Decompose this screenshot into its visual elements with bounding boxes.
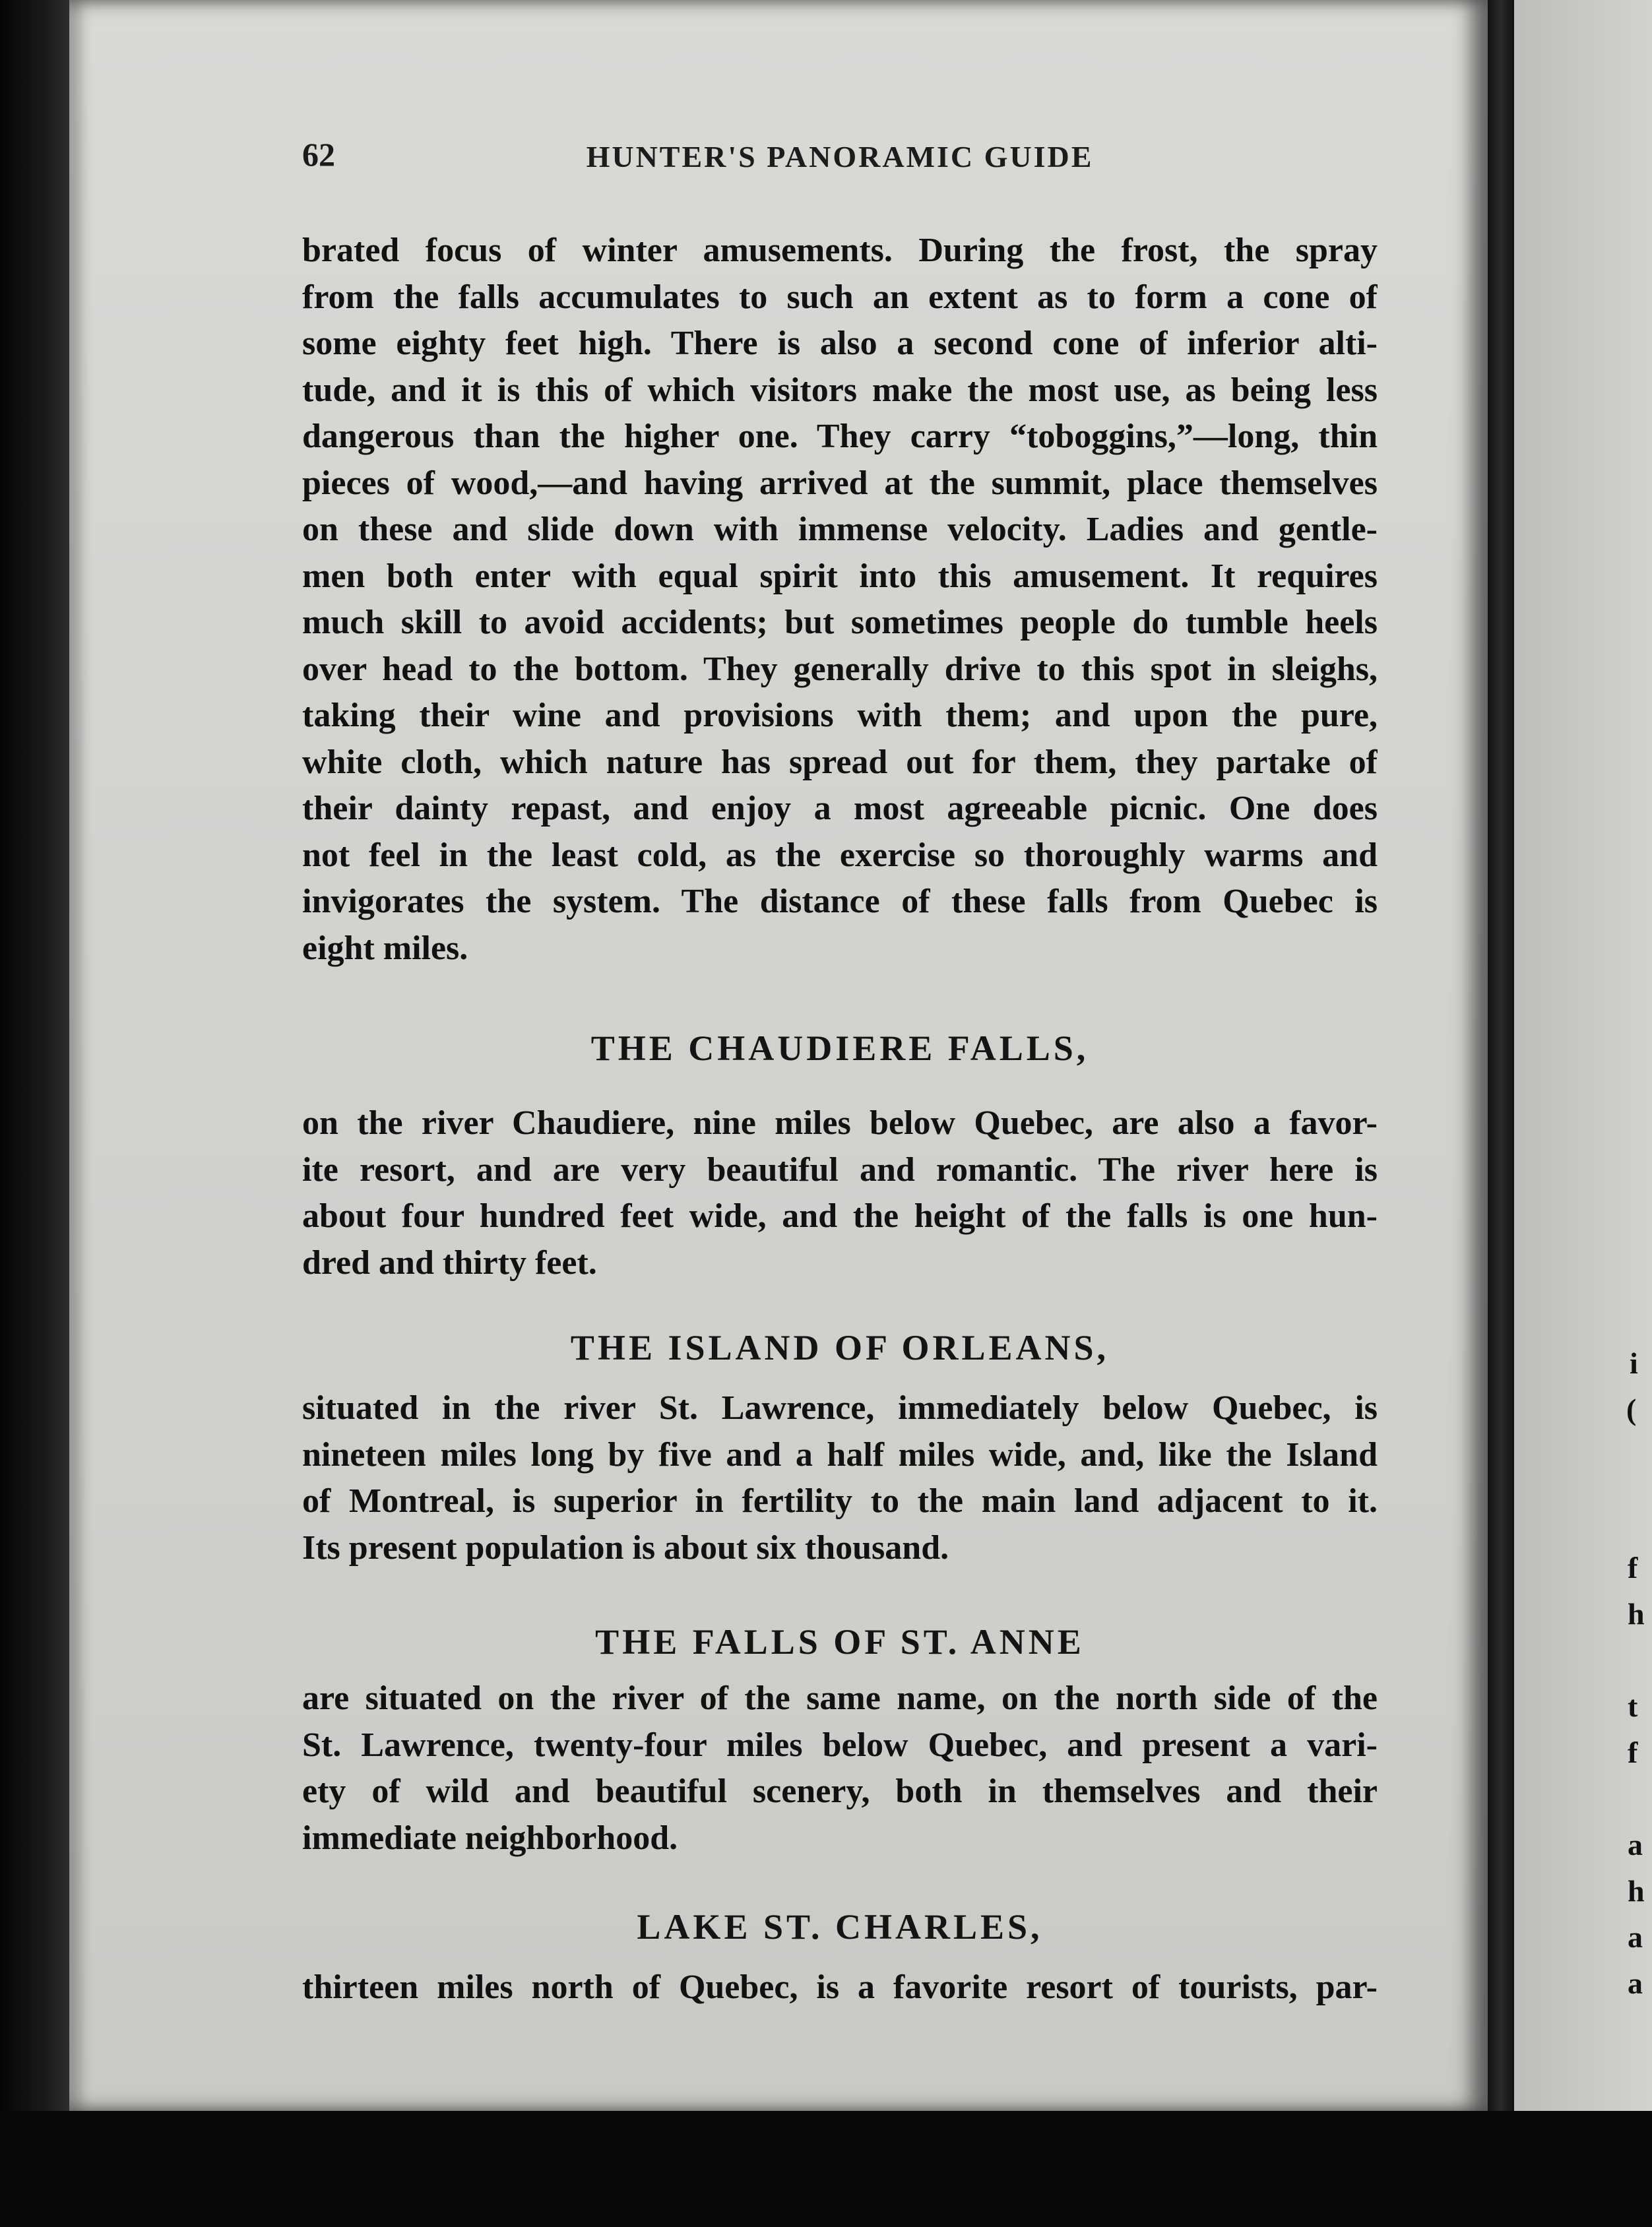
text-line: dred and thirty feet.	[302, 1243, 597, 1282]
text-line: immediate neighborhood.	[302, 1819, 678, 1857]
text-line: some eighty feet high. There is also a second cone of inferior alti-	[302, 325, 1378, 362]
text-line: white cloth, which nature has spread out for them, they partake of	[302, 743, 1378, 781]
text-line: on the river Chaudiere, nine miles below Quebec, are also a favor-	[302, 1104, 1378, 1142]
text-line: invigorates the system. The distance of these falls from Quebec is	[302, 883, 1378, 920]
text-line: St. Lawrence, twenty-four miles below Quebec, and present a vari-	[302, 1726, 1378, 1764]
running-head-title: HUNTER'S PANORAMIC GUIDE	[586, 140, 1094, 173]
text-line: over head to the bottom. They generally drive to this spot in sleighs,	[302, 650, 1378, 688]
facing-page-fragment: f	[1628, 1551, 1638, 1584]
section-heading-lake-st-charles: LAKE ST. CHARLES,	[637, 1907, 1043, 1947]
text-line: ety of wild and beautiful scenery, both in themselves and their	[302, 1772, 1378, 1810]
text-line: men both enter with equal spirit into this amusement. It requires	[302, 557, 1378, 595]
facing-page-fragment: t	[1628, 1689, 1638, 1723]
facing-page-fragment: a	[1628, 1920, 1643, 1954]
facing-page-fragment: a	[1628, 1966, 1643, 2000]
facing-page-edge	[1514, 0, 1652, 2137]
text-line: much skill to avoid accidents; but sometimes people do tumble heels	[302, 604, 1378, 641]
paragraph-montmorency-cone	[302, 228, 1378, 972]
facing-page-fragment: i	[1630, 1346, 1638, 1380]
text-line: taking their wine and provisions with them; and upon the pure,	[302, 697, 1378, 734]
section-heading-chaudiere-falls: THE CHAUDIERE FALLS,	[590, 1028, 1089, 1068]
text-line: are situated on the river of the same name, on the north side of the	[302, 1679, 1378, 1717]
paragraph-chaudiere-falls	[302, 1100, 1378, 1286]
text-line: their dainty repast, and enjoy a most agreeable picnic. One does	[302, 790, 1378, 827]
text-line: of Montreal, is superior in fertility to the main land adjacent to it.	[302, 1482, 1378, 1520]
text-line: brated focus of winter amusements. During the frost, the spray	[302, 232, 1378, 269]
text-line: not feel in the least cold, as the exercise so thoroughly warms and	[302, 836, 1378, 874]
text-line: about four hundred feet wide, and the height of the falls is one hun-	[302, 1197, 1378, 1235]
facing-page-fragment: f	[1628, 1736, 1638, 1769]
text-line: tude, and it is this of which visitors make the most use, as being less	[302, 371, 1378, 409]
paragraph-falls-of-st-anne	[302, 1676, 1378, 1862]
text-line: eight miles.	[302, 929, 468, 967]
text-line: Its present population is about six thousand.	[302, 1528, 949, 1567]
facing-page-fragment: a	[1628, 1828, 1643, 1862]
facing-page-fragment: h	[1628, 1597, 1645, 1631]
text-line: pieces of wood,—and having arrived at the summit, place themselves	[302, 464, 1378, 502]
running-head	[302, 135, 1378, 175]
section-heading-island-of-orleans: THE ISLAND OF ORLEANS,	[570, 1328, 1110, 1367]
text-line: from the falls accumulates to such an extent as to form a cone of	[302, 278, 1378, 316]
text-line: nineteen miles long by five and a half miles wide, and, like the Island	[302, 1435, 1378, 1474]
facing-page-fragment: h	[1628, 1874, 1645, 1908]
book-left-edge	[0, 0, 69, 2227]
book-bottom-edge	[0, 2111, 1652, 2227]
text-line: thirteen miles north of Quebec, is a favorite resort of tourists, par-	[302, 1968, 1378, 2006]
section-heading-falls-of-st-anne: THE FALLS OF ST. ANNE	[595, 1622, 1085, 1662]
book-gutter	[1488, 0, 1514, 2227]
page-number: 62	[302, 136, 335, 173]
text-line: dangerous than the higher one. They carry “toboggins,”—long, thin	[302, 418, 1378, 455]
text-line: ite resort, and are very beautiful and romantic. The river here is	[302, 1150, 1378, 1189]
paragraph-lake-st-charles	[302, 1964, 1378, 2011]
text-line: on these and slide down with immense velocity. Ladies and gentle-	[302, 511, 1378, 548]
facing-page-fragment: (	[1626, 1393, 1637, 1426]
text-line: situated in the river St. Lawrence, immediately below Quebec, is	[302, 1389, 1378, 1427]
paragraph-island-of-orleans	[302, 1385, 1378, 1571]
